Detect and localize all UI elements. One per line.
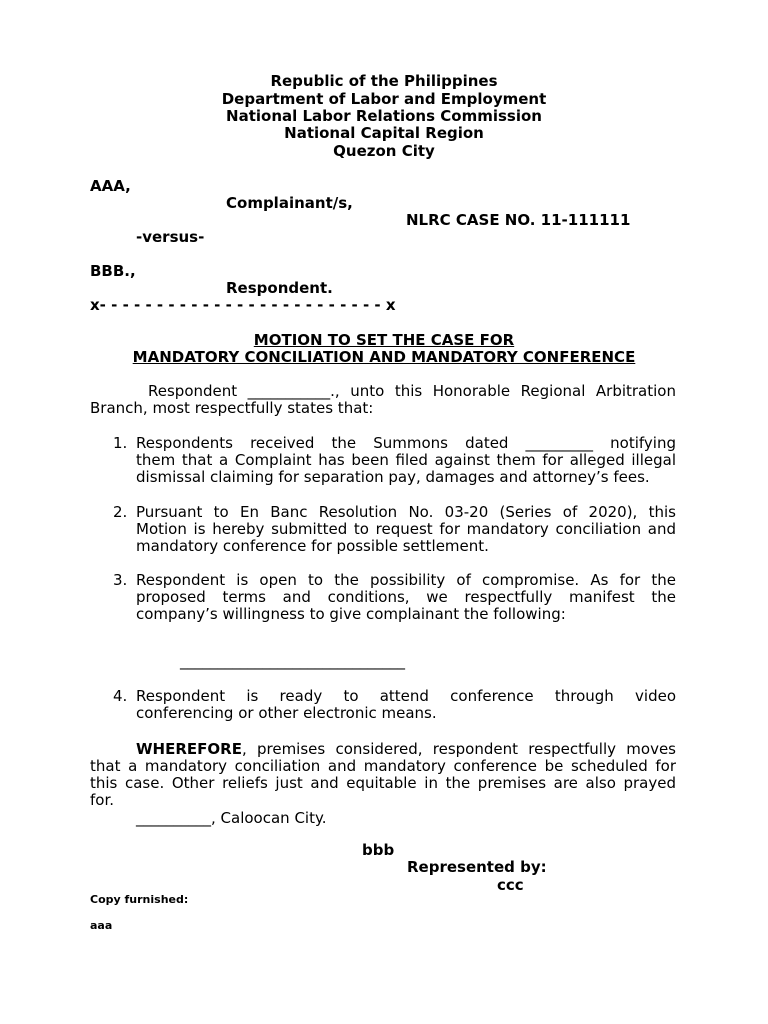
respondent-name: BBB., [90, 262, 136, 280]
versus-label: -versus- [136, 228, 205, 246]
intro-line-2: Branch, most respectfully states that: [90, 399, 374, 417]
complainant-label: Complainant/s, [226, 194, 353, 212]
item-4-line-1: Respondent is ready to attend conference through video [136, 687, 676, 705]
represented-by-label: Represented by: [407, 858, 547, 876]
copy-furnished-recipient: aaa [90, 919, 113, 932]
header-republic: Republic of the Philippines [270, 72, 498, 90]
place-date-line: __________, Caloocan City. [136, 809, 327, 827]
wherefore-line-4: for. [90, 791, 115, 809]
item-3-number: 3. [113, 571, 128, 589]
item-1-line-2: them that a Complaint has been filed against them for alleged illegal [136, 451, 676, 469]
wherefore-line-2: that a mandatory conciliation and mandatory conference be scheduled for [90, 757, 676, 775]
wherefore-line-1 [136, 740, 676, 758]
header-region: National Capital Region [284, 124, 484, 142]
item-4-number: 4. [113, 687, 128, 705]
wherefore-bold: WHEREFORE [136, 740, 242, 758]
motion-title-line1: MOTION TO SET THE CASE FOR [253, 331, 515, 349]
motion-title-line2: MANDATORY CONCILIATION AND MANDATORY CONFERENCE [132, 348, 636, 366]
item-1-line-3: dismissal claiming for separation pay, damages and attorney’s fees. [136, 468, 650, 486]
compromise-blank-line: ______________________________ [180, 652, 405, 670]
complainant-name: AAA, [90, 177, 131, 195]
header-city: Quezon City [333, 142, 435, 160]
item-2-line-2: Motion is hereby submitted to request for mandatory conciliation and [136, 520, 676, 538]
copy-furnished-label: Copy furnished: [90, 893, 189, 906]
header-department: Department of Labor and Employment [221, 90, 547, 108]
item-2-number: 2. [113, 503, 128, 521]
item-3-line-3: company’s willingness to give complainant the following: [136, 605, 566, 623]
case-number: NLRC CASE NO. 11-111111 [406, 211, 631, 229]
item-1-number: 1. [113, 434, 128, 452]
representative-name: ccc [497, 876, 524, 894]
intro-line-1: Respondent ___________., unto this Honorable Regional Arbitration [148, 382, 676, 400]
signatory-name: bbb [362, 841, 395, 859]
respondent-label: Respondent. [226, 279, 333, 297]
wherefore-line-3: this case. Other reliefs just and equitable in the premises are also prayed [90, 774, 676, 792]
wherefore-line-1-rest: , premises considered, respondent respectfully moves [241, 740, 676, 758]
header-commission: National Labor Relations Commission [226, 107, 542, 125]
item-4-line-2: conferencing or other electronic means. [136, 704, 437, 722]
item-2-line-3: mandatory conference for possible settlement. [136, 537, 489, 555]
item-3-line-1: Respondent is open to the possibility of compromise. As for the [136, 571, 676, 589]
item-1-line-1: Respondents received the Summons dated _________ notifying [136, 434, 676, 452]
caption-divider: x- - - - - - - - - - - - - - - - - - - - - - - - - x [90, 296, 396, 314]
item-3-line-2: proposed terms and conditions, we respectfully manifest the [136, 588, 676, 606]
item-2-line-1: Pursuant to En Banc Resolution No. 03-20 (Series of 2020), this [136, 503, 676, 521]
